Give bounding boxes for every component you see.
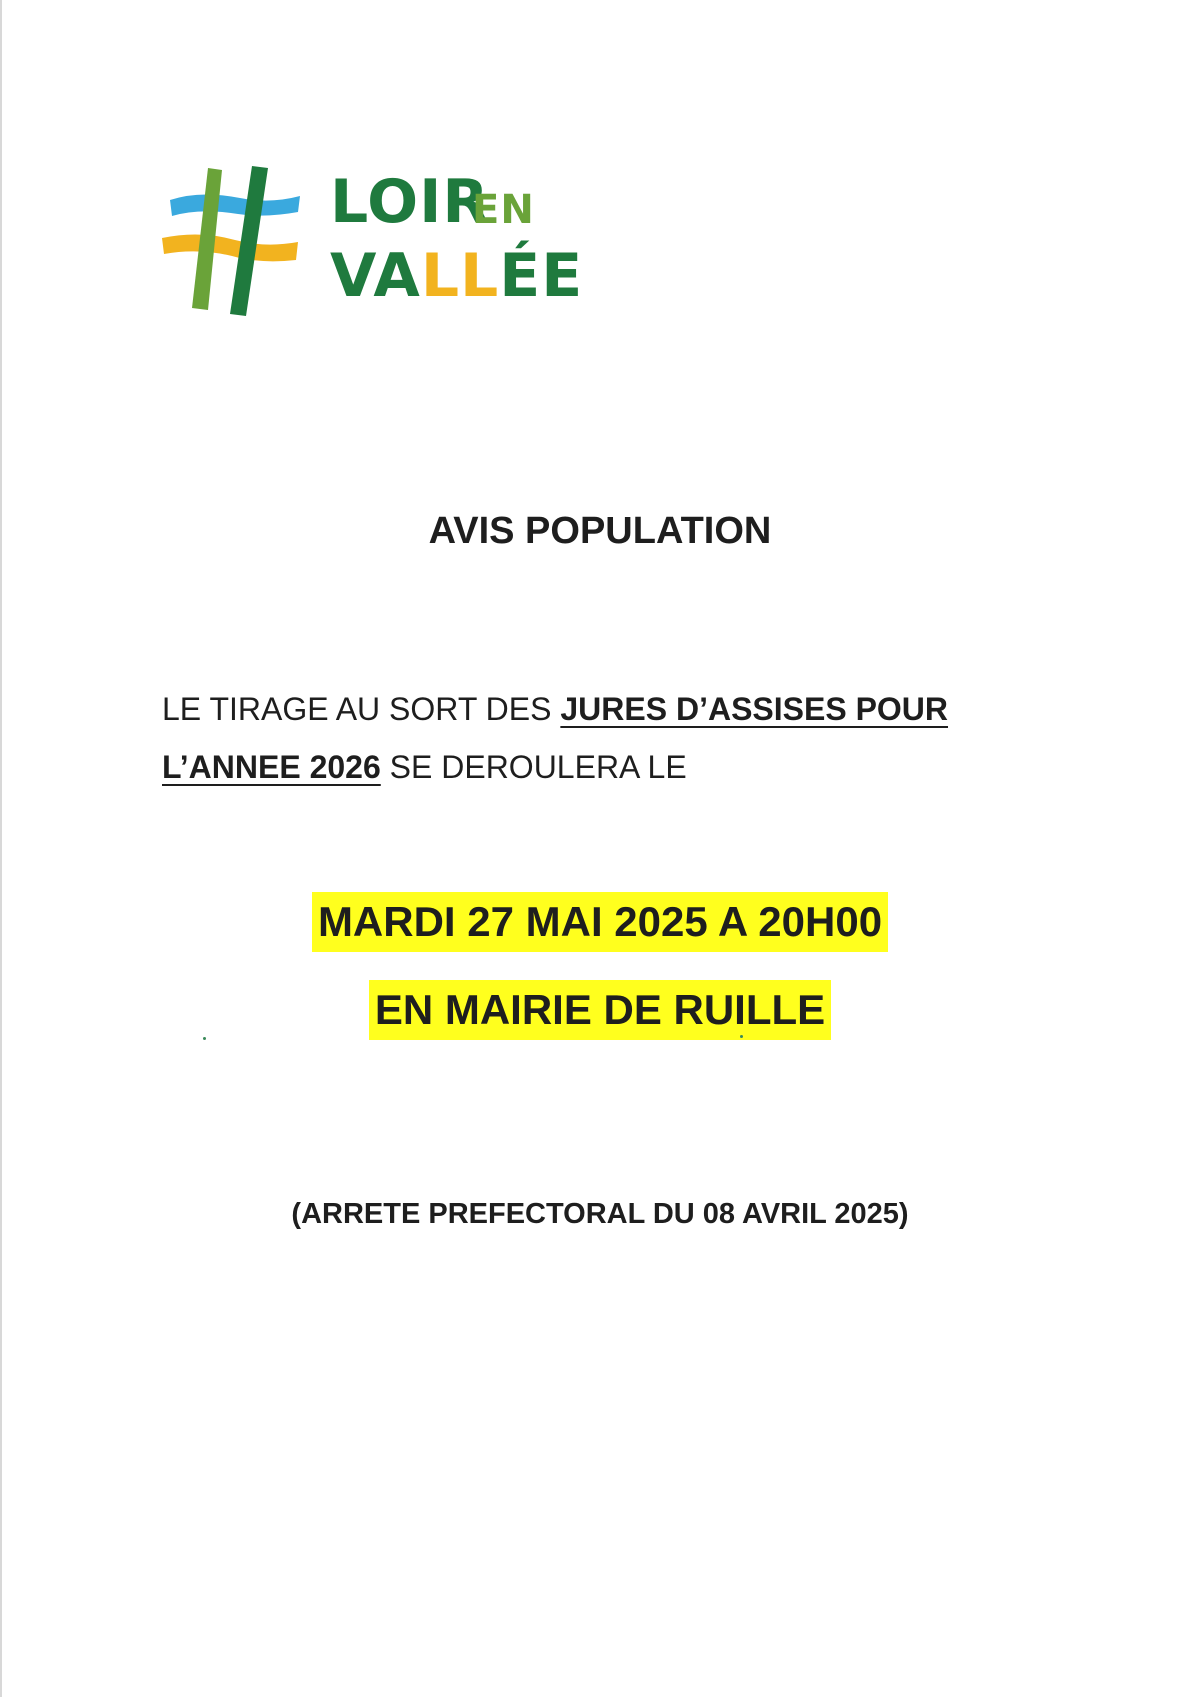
intro-text-1: LE TIRAGE AU SORT DES <box>162 691 561 727</box>
logo-vallee-part3: ÉE <box>499 241 584 311</box>
hashtag-logo-icon <box>160 160 310 320</box>
place-highlight-row <box>0 980 1200 1040</box>
intro-underlined-2: L’ANNEE 2026 <box>162 749 381 785</box>
logo-word-loir: LOIR <box>330 167 490 237</box>
page-edge <box>0 0 2 1697</box>
scan-speck <box>203 1037 206 1040</box>
loir-en-vallee-logo <box>160 160 584 320</box>
logo-vallee-part1: VA <box>330 241 421 311</box>
intro-text-2: SE DEROULERA LE <box>380 749 687 785</box>
date-highlight-row <box>0 892 1200 952</box>
event-date: MARDI 27 MAI 2025 A 20H00 <box>312 892 888 952</box>
logo-vallee-part2: LL <box>420 241 500 311</box>
intro-underlined-1: JURES D’ASSISES POUR <box>560 691 949 727</box>
logo-word-en: EN <box>472 187 535 233</box>
logo-word-vallee <box>330 241 584 311</box>
notice-title: AVIS POPULATION <box>428 510 772 552</box>
prefectoral-reference: (ARRETE PREFECTORAL DU 08 AVRIL 2025) <box>291 1198 909 1230</box>
notice-intro <box>162 680 1062 796</box>
event-place: EN MAIRIE DE RUILLE <box>369 980 831 1040</box>
scan-speck <box>740 1035 743 1038</box>
